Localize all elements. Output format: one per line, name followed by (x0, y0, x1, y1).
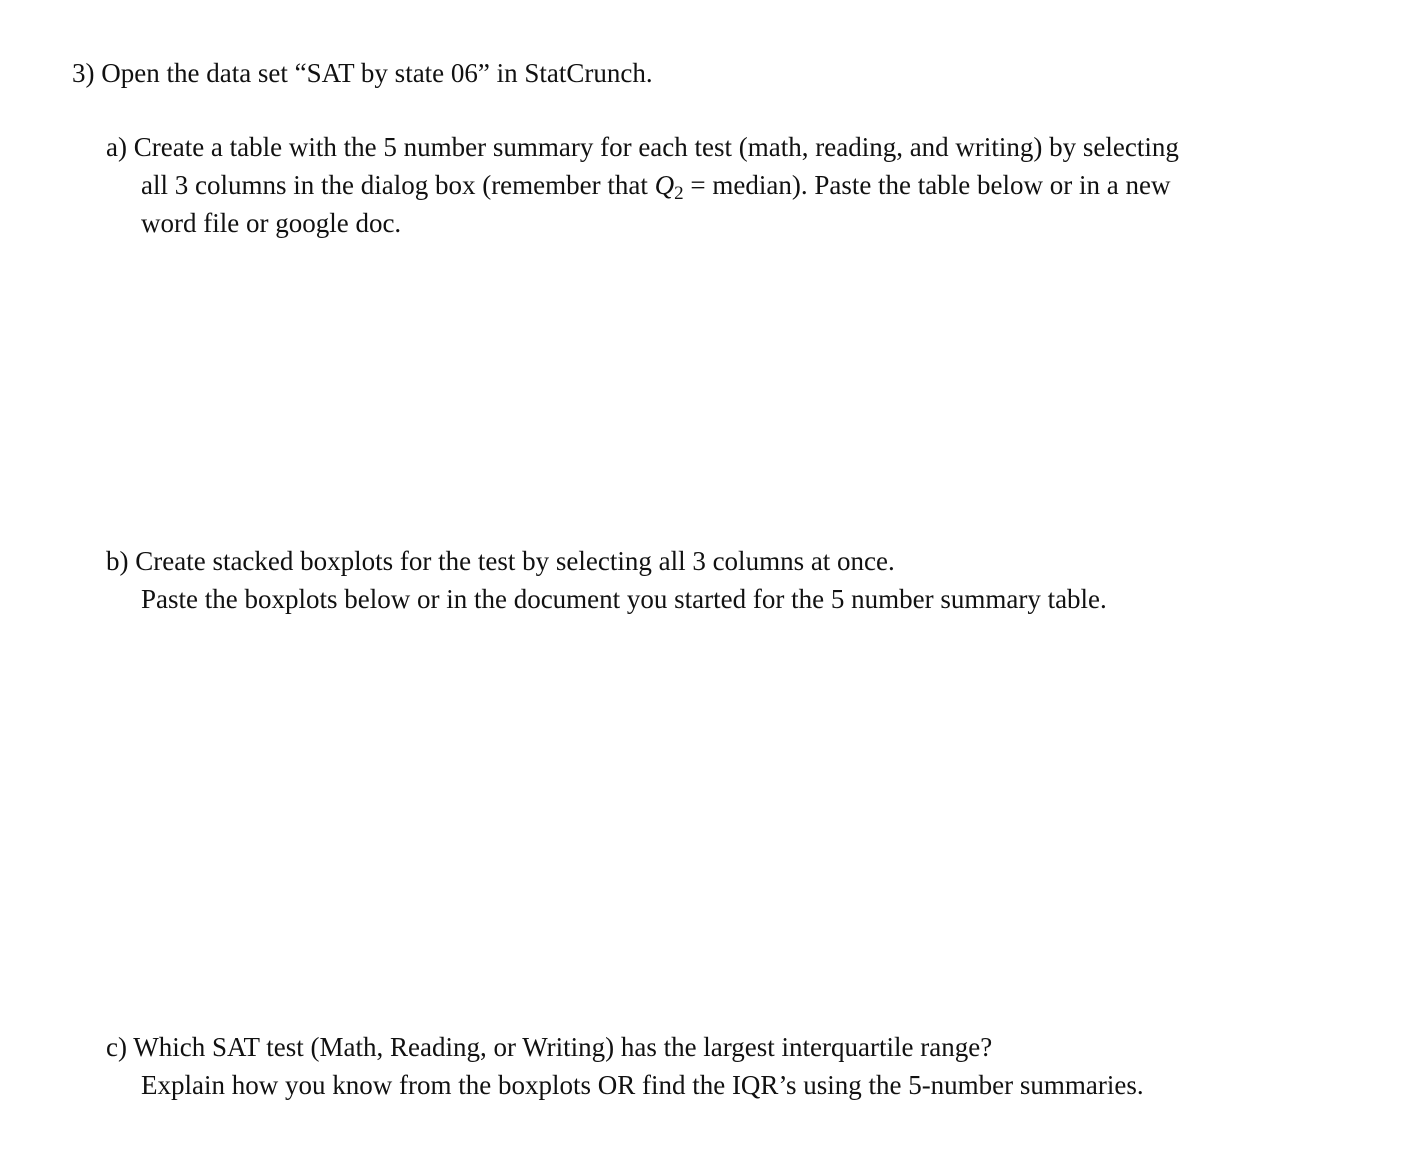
q2-math-subscript: 2 (674, 183, 684, 204)
part-c (106, 1028, 1346, 1104)
part-b-line-1: b) Create stacked boxplots for the test by selecting all 3 columns at once. (106, 546, 895, 576)
part-a-line-2-text-after: = median). Paste the table below or in a new (683, 170, 1171, 200)
part-c-line-2: Explain how you know from the boxplots OR find the IQR’s using the 5-number summaries. (141, 1070, 1144, 1100)
part-b (106, 542, 1346, 618)
q2-math-symbol: Q (654, 170, 675, 200)
part-a-line-2-text: all 3 columns in the dialog box (remember that (141, 170, 655, 200)
part-a (106, 128, 1346, 242)
question-heading: 3) Open the data set “SAT by state 06” in StatCrunch. (72, 58, 653, 88)
part-a-line-3: word file or google doc. (141, 208, 402, 238)
part-b-line-2: Paste the boxplots below or in the document you started for the 5 number summary table. (141, 584, 1107, 614)
part-a-line-2 (106, 166, 1346, 204)
part-c-line-1: c) Which SAT test (Math, Reading, or Writing) has the largest interquartile range? (106, 1032, 993, 1062)
part-a-line-1: a) Create a table with the 5 number summary for each test (math, reading, and writing) by selecting (106, 132, 1179, 162)
